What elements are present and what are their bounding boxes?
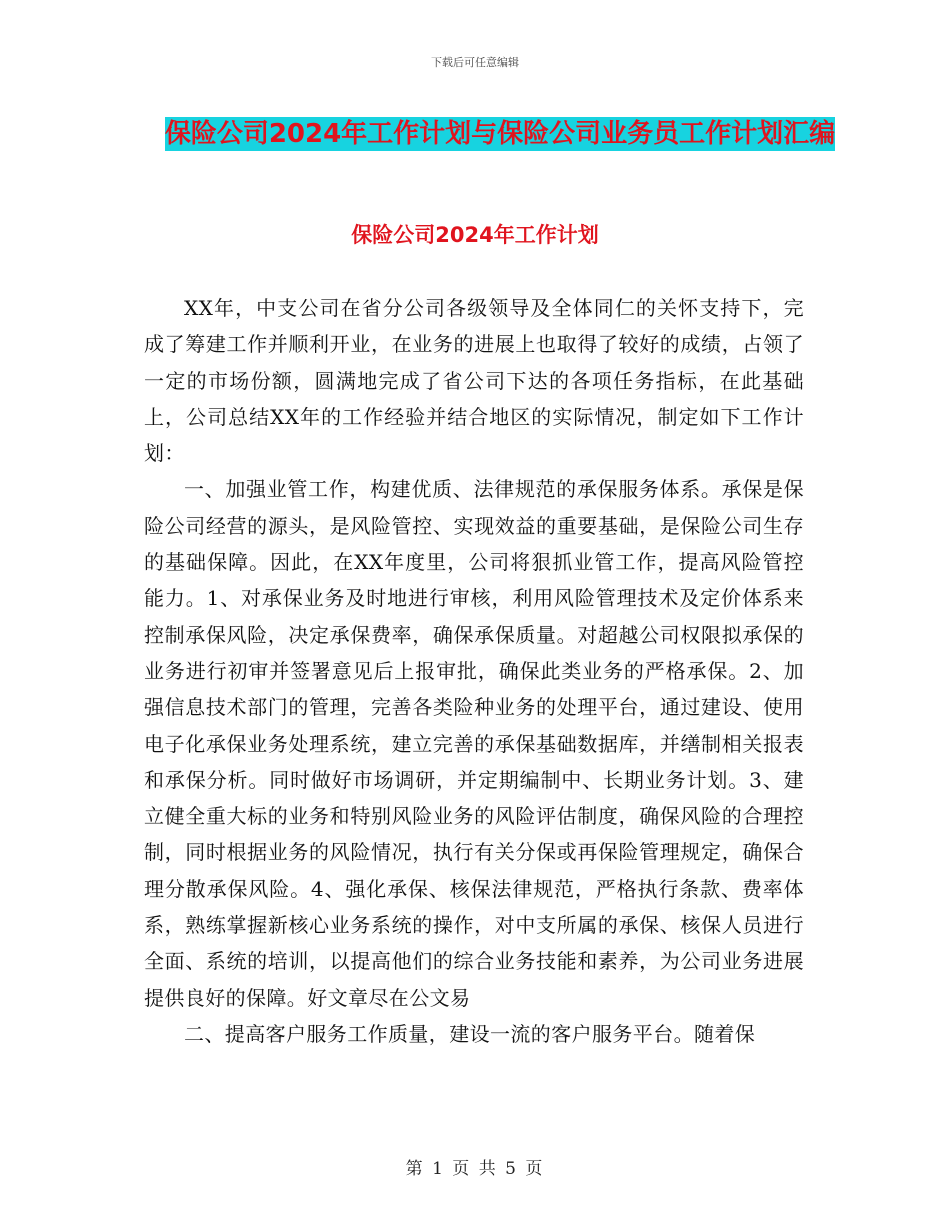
paragraph-section-2: 二、提高客户服务工作质量，建设一流的客户服务平台。随着保 — [184, 1021, 756, 1046]
header-note: 下载后可任意编辑 — [431, 56, 519, 69]
paragraph-intro: XX年，中支公司在省分公司各级领导及全体同仁的关怀支持下，完成了筹建工作并顺利开业，在业务的进展上也取得了较好的成绩，占领了一定的市场份额，圆满地完成了省公司下达的各项任务指标，在此基础上，公司总结XX年的工作经验并结合地区的实际情况，制定如下工作计划： — [144, 296, 804, 466]
section-title: 保险公司2024年工作计划 — [351, 223, 599, 247]
page-footer: 第 1 页 共 5 页 — [405, 1159, 545, 1179]
document-title-highlight: 保险公司2024年工作计划与保险公司业务员工作计划汇编 — [164, 119, 836, 149]
document-body — [144, 290, 804, 1052]
document-title — [140, 112, 860, 156]
paragraph-section-1: 一、加强业管工作，构建优质、法律规范的承保服务体系。承保是保险公司经营的源头，是风险管控、实现效益的重要基础，是保险公司生存的基础保障。因此，在XX年度里，公司将狠抓业管工作，提高风险管控能力。1、对承保业务及时地进行审核，利用风险管理技术及定价体系来控制承保风险，决定承保费率，确保承保质量。对超越公司权限拟承保的业务进行初审并签署意见后上报审批，确保此类业务的严格承保。2、加强信息技术部门的管理，完善各类险种业务的处理平台，通过建设、使用电子化承保业务处理系统，建立完善的承保基础数据库，并缮制相关报表和承保分析。同时做好市场调研，并定期编制中、长期业务计划。3、建立健全重大标的业务和特别风险业务的风险评估制度，确保风险的合理控制，同时根据业务的风险情况，执行有关分保或再保险管理规定，确保合理分散承保风险。4、强化承保、核保法律规范，严格执行条款、费率体系，熟练掌握新核心业务系统的操作，对中支所属的承保、核保人员进行全面、系统的培训，以提高他们的综合业务技能和素养，为公司业务进展提供良好的保障。好文章尽在公文易 — [144, 477, 804, 1010]
